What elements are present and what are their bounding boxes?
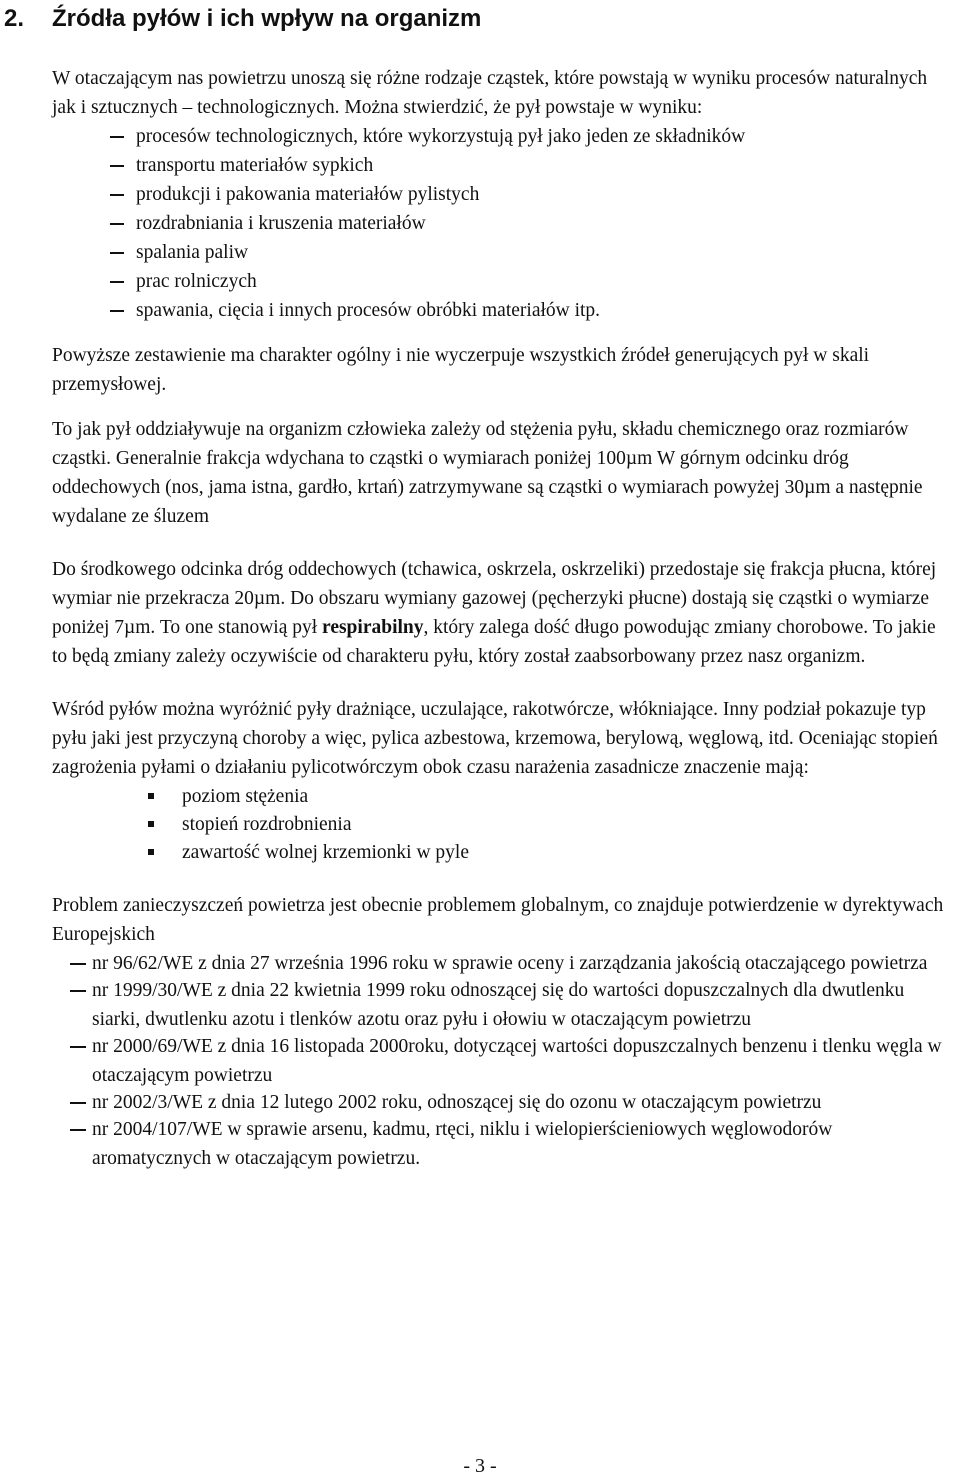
list-item: nr 2000/69/WE z dnia 16 listopada 2000roku, dotyczącej wartości dopuszczalnych benzenu i tlenku węgla w otaczającym powietrzu [52, 1032, 952, 1090]
list-item: spawania, cięcia i innych procesów obróbki materiałów itp. [52, 296, 952, 325]
middle-text-before: Do środkowego odcinka dróg oddechowych (tchawica, oskrzela, oskrzeliki) przedostaje się frakcja płucna, której wymiar nie przekracza 20µm. Do obszaru wymiany gazowej (pęcherzyki płucne) dostają się cząstki o wymiarze poniżej 7µm. To one stanowią pył [52, 559, 937, 638]
section-heading [4, 4, 481, 34]
middle-airways-paragraph [52, 555, 952, 671]
list-item: spalania paliw [52, 238, 952, 267]
list-item: nr 2002/3/WE z dnia 12 lutego 2002 roku, odnoszącej się do ozonu w otaczającym powietrzu [52, 1088, 952, 1117]
list-item: stopień rozdrobnienia [52, 810, 952, 839]
summary-paragraph: Powyższe zestawienie ma charakter ogólny i nie wyczerpuje wszystkich źródeł generujących pył w skali przemysłowej. [52, 345, 870, 395]
respirable-term: respirabilny [322, 617, 424, 638]
list-item: procesów technologicznych, które wykorzystują pył jako jeden ze składników [52, 122, 952, 151]
list-item: zawartość wolnej krzemionki w pyle [52, 838, 952, 867]
list-item: transportu materiałów sypkich [52, 151, 952, 180]
intro-paragraph: W otaczającym nas powietrzu unoszą się różne rodzaje cząstek, które powstają w wyniku procesów naturalnych jak i sztucznych – technologicznych. Można stwierdzić, że pył powstaje w wyniku: [52, 68, 928, 118]
sources-list [52, 122, 952, 325]
section-body [52, 64, 952, 1173]
factors-list [52, 782, 952, 867]
list-item: rozdrabniania i kruszenia materiałów [52, 209, 952, 238]
directives-list [52, 949, 952, 1173]
effects-paragraph: To jak pył oddziaływuje na organizm człowieka zależy od stężenia pyłu, składu chemicznego oraz rozmiarów cząstki. Generalnie frakcja wdychana to cząstki o wymiarach poniżej 100µm W górnym odcinku dróg oddechowych (nos, jama istna, gardło, krtań) zatrzymywane są cząstki o wymiarach powyżej 30µm a następnie wydalane ze śluzem [52, 419, 923, 527]
list-item: poziom stężenia [52, 782, 952, 811]
list-item: prac rolniczych [52, 267, 952, 296]
list-item: produkcji i pakowania materiałów pylistych [52, 180, 952, 209]
section-number: 2. [4, 5, 25, 32]
middle-text-after: , który zalega dość długo powodując zmiany chorobowe. To jakie to będą zmiany zależy oczywiście od charakteru pyłu, który został zaabsorbowany przez nasz organizm. [52, 617, 936, 667]
dust-types-paragraph: Wśród pyłów można wyróżnić pyły drażniące, uczulające, rakotwórcze, włókniające. Inny podział pokazuje typ pyłu jaki jest przyczyną choroby a więc, pylica azbestowa, krzemowa, berylową, węglową, itd. Oceniając stopień zagrożenia pyłami o działaniu pylicotwórczym obok czasu narażenia zasadnicze znaczenie mają: [52, 699, 938, 778]
page-number: - 3 - [463, 1455, 497, 1477]
list-item: nr 96/62/WE z dnia 27 września 1996 roku w sprawie oceny i zarządzania jakością otaczającego powietrza [52, 949, 952, 978]
list-item: nr 1999/30/WE z dnia 22 kwietnia 1999 roku odnoszącej się do wartości dopuszczalnych dla dwutlenku siarki, dwutlenku azotu i tlenków azotu oraz pyłu i ołowiu w otaczającym powietrzu [52, 976, 952, 1034]
list-item: nr 2004/107/WE w sprawie arsenu, kadmu, rtęci, niklu i wielopierścieniowych węglowodorów aromatycznych w otaczającym powietrzu. [52, 1115, 952, 1173]
problem-paragraph: Problem zanieczyszczeń powietrza jest obecnie problemem globalnym, co znajduje potwierdzenie w dyrektywach Europejskich [52, 895, 944, 945]
section-title: Źródła pyłów i ich wpływ na organizm [52, 5, 482, 32]
